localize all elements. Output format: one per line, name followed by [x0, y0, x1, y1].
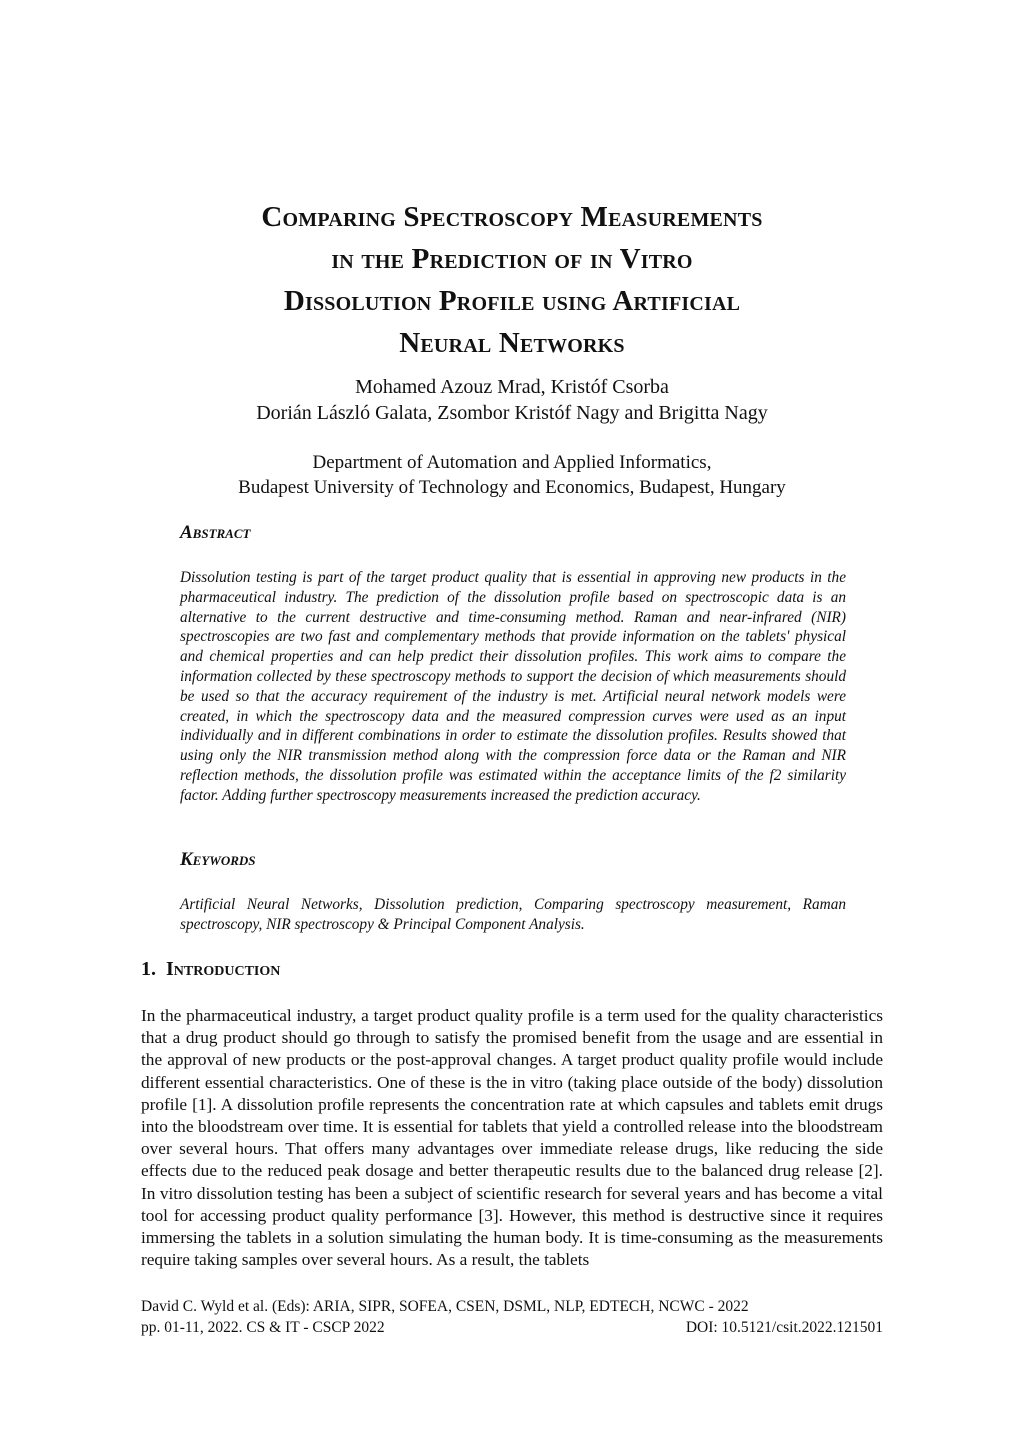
title-line: Comparing Spectroscopy Measurements	[261, 201, 763, 233]
title-line: Dissolution Profile using Artificial	[283, 285, 741, 317]
affiliation-line: Budapest University of Technology and Economics, Budapest, Hungary	[238, 477, 786, 498]
abstract-heading: Abstract	[180, 522, 251, 543]
authors-line: Dorián László Galata, Zsombor Kristóf Nagy and Brigitta Nagy	[256, 402, 768, 424]
keywords-heading: Keywords	[180, 849, 256, 870]
abstract-text: Dissolution testing is part of the target product quality that is essential in approving new products in the pharmaceutical industry. The prediction of the dissolution profile based on spectroscopic data is an alternative to the current destructive and time-consuming method. Raman and near-infrared (NIR) spectroscopies are two fast and complementary methods that provide information on the tablets' physical and chemical properties and can help predict their dissolution profiles. This work aims to compare the information collected by these spectroscopy methods to support the decision of which measurements should be used so that the accuracy requirement of the industry is met. Artificial neural network models were created, in which the spectroscopy data and the measured compression curves were used as an input individually and in different combinations in order to estimate the dissolution profiles. Results showed that using only the NIR transmission method along with the compression force data or the Raman and NIR reflection methods, the dissolution profile was estimated within the acceptance limits of the f2 similarity factor. Adding further spectroscopy measurements increased the prediction accuracy.	[180, 569, 846, 804]
section-number: 1.	[141, 958, 156, 980]
footer-meta	[141, 1318, 883, 1338]
footer-pages: pp. 01-11, 2022. CS & IT - CSCP 2022	[141, 1319, 385, 1336]
title-line: Neural Networks	[399, 327, 625, 359]
paper-title	[160, 196, 864, 364]
introduction-text: In the pharmaceutical industry, a target product quality profile is a term used for the quality characteristics that a drug product should go through to satisfy the promised benefit from the usage and are essential in the approval of new products or the post-approval changes. A target product quality profile would include different essential characteristics. One of these is the in vitro (taking place outside of the body) dissolution profile [1]. A dissolution profile represents the concentration rate at which capsules and tablets emit drugs into the bloodstream over time. It is essential for tablets that yield a controlled release into the bloodstream over several hours. That offers many advantages over immediate release drugs, like reducing the side effects due to the reduced peak dosage and better therapeutic results due to the balanced drug release [2]. In vitro dissolution testing has been a subject of scientific research for several years and has become a vital tool for accessing product quality performance [3]. However, this method is destructive since it requires immersing the tablets in a solution simulating the human body. It is time-consuming as the measurements require taking samples over several hours. As a result, the tablets	[141, 1006, 883, 1270]
affiliation	[140, 450, 884, 500]
keywords-text: Artificial Neural Networks, Dissolution prediction, Comparing spectroscopy measurement, Raman spectroscopy, NIR spectroscopy & Principal Component Analysis.	[180, 896, 846, 933]
title-line: in the Prediction of in Vitro	[331, 243, 693, 275]
section-title: Introduction	[166, 958, 281, 980]
authors	[140, 374, 884, 426]
authors-line: Mohamed Azouz Mrad, Kristóf Csorba	[355, 376, 669, 398]
footer-editors: David C. Wyld et al. (Eds): ARIA, SIPR, SOFEA, CSEN, DSML, NLP, EDTECH, NCWC - 2022	[141, 1298, 749, 1315]
footer-doi: DOI: 10.5121/csit.2022.121501	[685, 1319, 883, 1336]
introduction-heading	[141, 958, 280, 981]
affiliation-line: Department of Automation and Applied Informatics,	[312, 452, 712, 473]
